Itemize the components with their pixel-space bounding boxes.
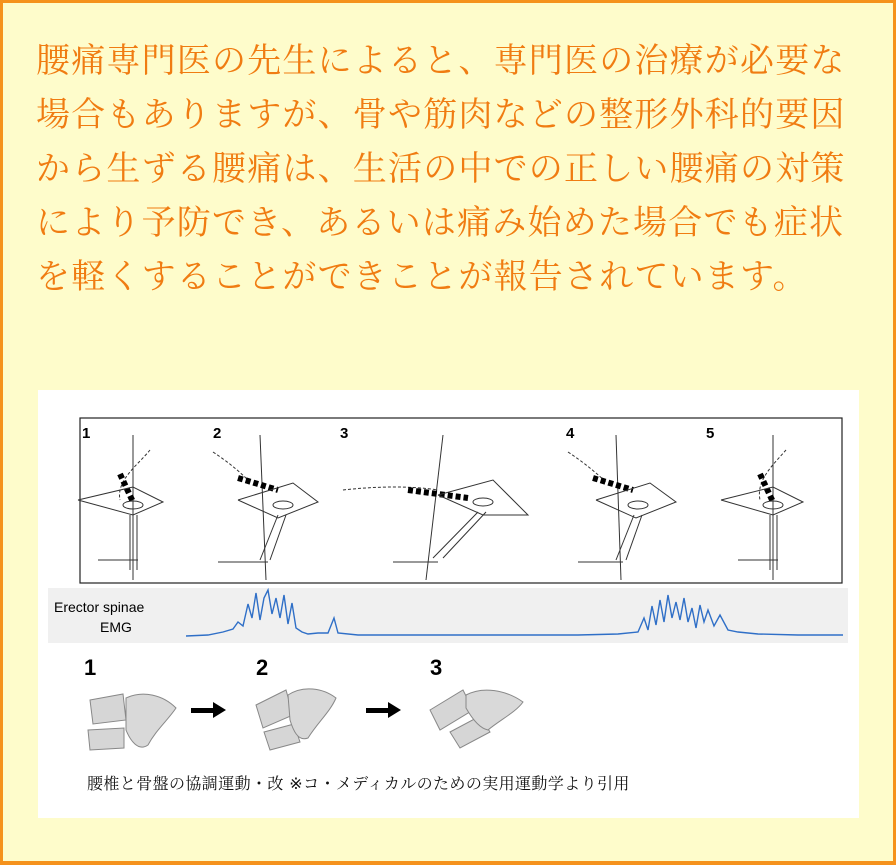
posture-number: 3	[340, 425, 349, 442]
figure-illustration	[38, 390, 859, 818]
posture-number: 2	[213, 425, 222, 442]
posture-number: 5	[706, 425, 715, 442]
posture-diagram-3	[343, 435, 528, 580]
vertebra-number: 3	[430, 655, 443, 680]
posture-number: 4	[566, 425, 575, 442]
posture-number: 1	[82, 425, 91, 442]
body-paragraph: 腰痛専門医の先生によると、専門医の治療が必要な場合もありますが、骨や筋肉などの整形外科的要因から生ずる腰痛は、生活の中での正しい腰痛の対策により予防でき、あるいは痛み始めた場合でも症状を軽くすることができことが報告されています。	[36, 41, 846, 297]
emg-label: Erector spinae	[54, 599, 145, 615]
posture-panel-frame	[80, 418, 842, 583]
arrow-right-icon	[366, 702, 401, 718]
vertebra-number: 2	[256, 655, 269, 680]
posture-diagram-2	[213, 435, 318, 580]
arrow-right-icon	[191, 702, 226, 718]
emg-label: EMG	[100, 619, 132, 635]
posture-diagram-1	[78, 435, 163, 580]
posture-diagram-5	[721, 435, 803, 580]
vertebra-number: 1	[84, 655, 97, 680]
vertebra-diagram-1	[88, 694, 176, 750]
figure-caption: 腰椎と骨盤の協調運動・改 ※コ・メディカルのための実用運動学より引用	[87, 774, 630, 793]
vertebra-diagram-3	[430, 690, 523, 748]
vertebra-diagram-2	[256, 689, 336, 750]
posture-diagram-4	[568, 435, 676, 580]
figure-panel	[38, 390, 859, 818]
